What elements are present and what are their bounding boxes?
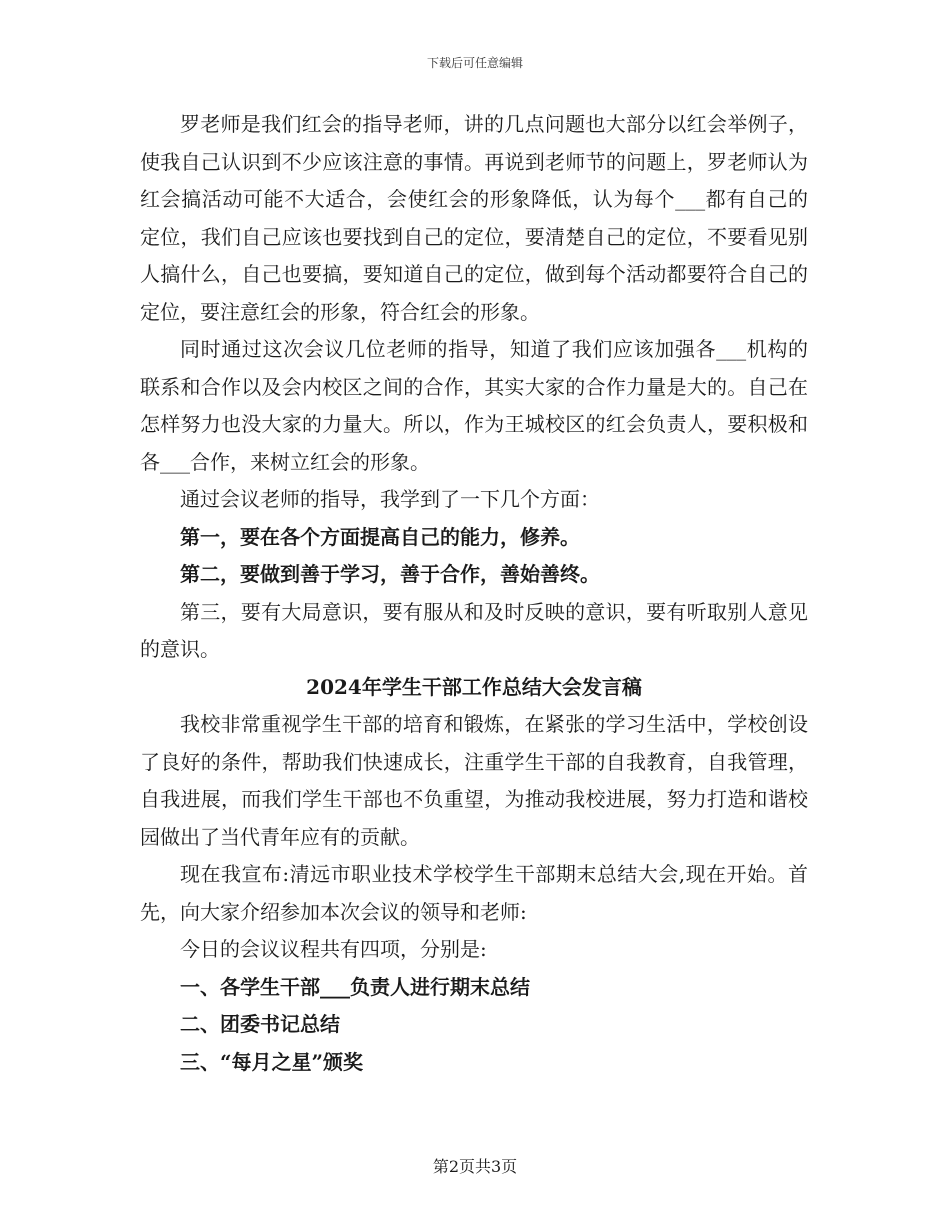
paragraph-1: 罗老师是我们红会的指导老师，讲的几点问题也大部分以红会举例子，使我自己认识到不少应该注意的事情。再说到老师节的问题上，罗老师认为红会搞活动可能不大适合，会使红会的形象降低，认为每个___都有自己的定位，我们自己应该也要找到自己的定位，要清楚自己的定位，不要看见别人搞什么，自己也要搞，要知道自己的定位，做到每个活动都要符合自己的定位，要注意红会的形象，符合红会的形象。 xyxy=(140,112,808,324)
page-header-note: 下载后可任意编辑 xyxy=(426,56,523,70)
document-body xyxy=(140,106,808,1081)
point-2: 第二，要做到善于学习，善于合作，善始善终。 xyxy=(180,562,600,586)
point-3: 第三，要有大局意识，要有服从和及时反映的意识，要有听取别人意见的意识。 xyxy=(140,599,808,661)
paragraph-6: 今日的会议议程共有四项，分别是: xyxy=(180,937,487,961)
paragraph-3: 通过会议老师的指导，我学到了一下几个方面： xyxy=(180,487,600,511)
paragraph-5: 现在我宣布:清远市职业技术学校学生干部期末总结大会,现在开始。首先，向大家介绍参加本次会议的领导和老师: xyxy=(140,862,808,924)
section-title: 2024年学生干部工作总结大会发言稿 xyxy=(306,674,642,699)
paragraph-4: 我校非常重视学生干部的培育和锻炼，在紧张的学习生活中，学校创设了良好的条件，帮助我们快速成长，注重学生干部的自我教育，自我管理，自我进展，而我们学生干部也不负重望，为推动我校进展，努力打造和谐校园做出了当代青年应有的贡献。 xyxy=(140,712,808,849)
page-number: 第2页共3页 xyxy=(432,1157,518,1176)
agenda-item-2: 二、团委书记总结 xyxy=(180,1012,340,1036)
agenda-item-1: 一、各学生干部___负责人进行期末总结 xyxy=(180,974,530,999)
paragraph-2: 同时通过这次会议几位老师的指导，知道了我们应该加强各___机构的联系和合作以及会内校区之间的合作，其实大家的合作力量是大的。自己在怎样努力也没大家的力量大。所以，作为王城校区的红会负责人，要积极和各___合作，来树立红会的形象。 xyxy=(140,337,808,474)
agenda-item-3: 三、“每月之星”颁奖 xyxy=(180,1049,364,1074)
point-1: 第一，要在各个方面提高自己的能力，修养。 xyxy=(180,524,580,549)
